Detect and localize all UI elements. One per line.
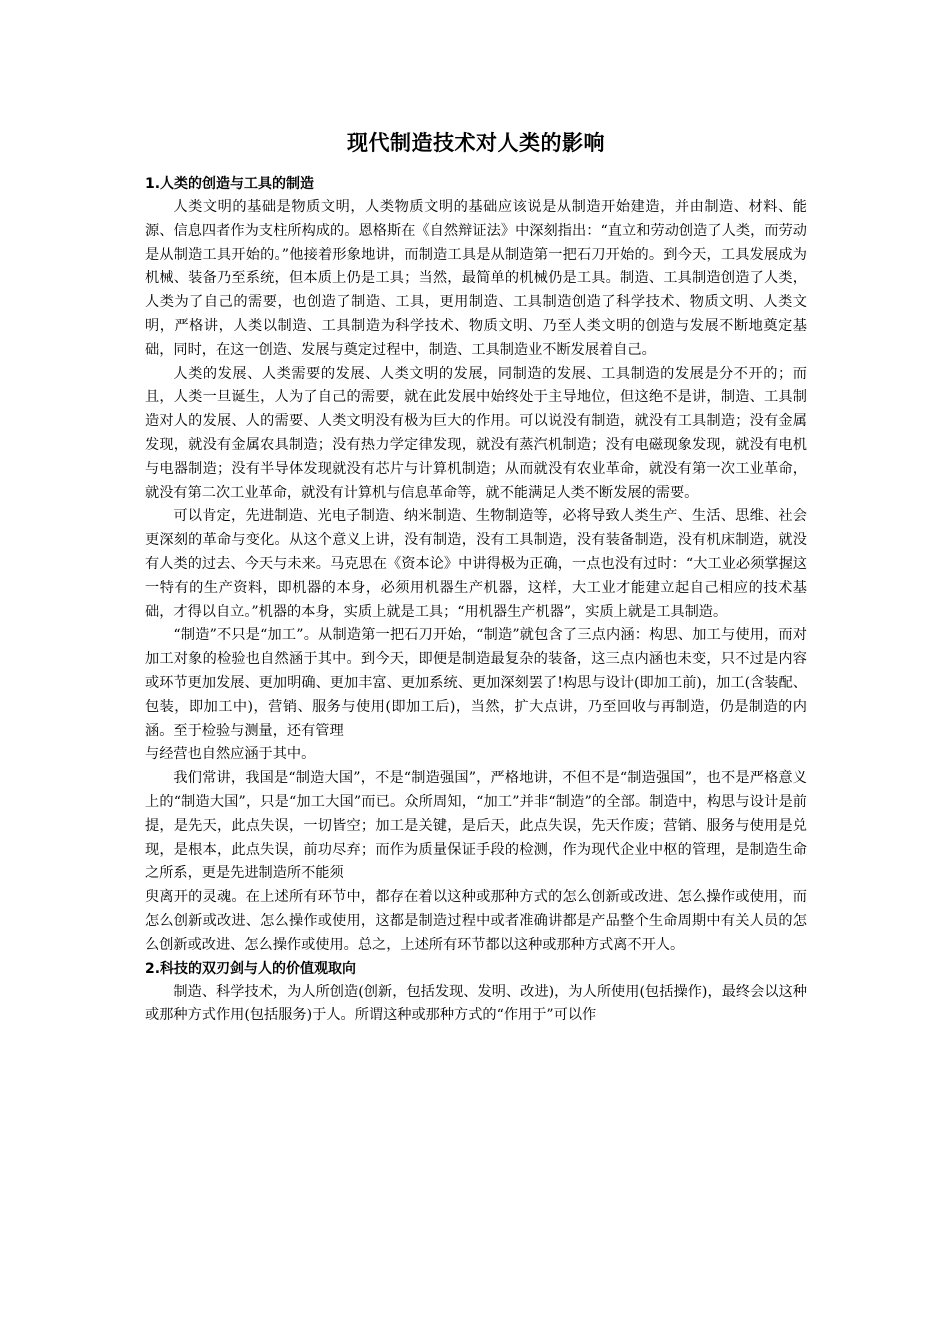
section-1 — [145, 173, 807, 958]
document-title: 现代制造技术对人类的影响 — [347, 131, 605, 155]
paragraph-continuation: 臾离开的灵魂。在上述所有环节中，都存在着以这种或那种方式的怎么创新或改进、怎么操作或使用，而怎么创新或改进、怎么操作或使用，这都是制造过程中或者准确讲都是产品整个生命周期中有关人员的怎么创新或改进、怎么操作或使用。总之，上述所有环节都以这种或那种方式离不开人。 — [145, 889, 807, 953]
document-page — [145, 128, 807, 1028]
section-2 — [145, 958, 807, 1029]
paragraph: 人类文明的基础是物质文明，人类物质文明的基础应该说是从制造开始建造，并由制造、材料、能源、信息四者作为支柱所构成的。恩格斯在《自然辩证法》中深刻指出：“直立和劳动创造了人类，而劳动是从制造工具开始的。”他接着形象地讲，而制造工具是从制造第一把石刀开始的。到今天，工具发展成为机械、装备乃至系统，但本质上仍是工具；当然，最简单的机械仍是工具。制造、工具制造创造了人类，人类为了自己的需要，也创造了制造、工具，更用制造、工具制造创造了科学技术、物质文明、人类文明，严格讲，人类以制造、工具制造为科学技术、物质文明、乃至人类文明的创造与发展不断地奠定基础，同时，在这一创造、发展与奠定过程中，制造、工具制造业不断发展着自己。 — [145, 199, 807, 358]
paragraph: “制造”不只是“加工”。从制造第一把石刀开始，“制造”就包含了三点内涵：构思、加工与使用，而对加工对象的检验也自然涵于其中。到今天，即便是制造最复杂的装备，这三点内涵也未变，只不过是内容或环节更加发展、更加明确、更加丰富、更加系统、更加深刻罢了!构思与设计(即加工前)，加工(含装配、包装，即加工中)，营销、服务与使用(即加工后)，当然，扩大点讲，乃至回收与再制造，仍是制造的内涵。至于检验与测量，还有管理 — [145, 627, 807, 739]
paragraph-continuation: 与经营也自然应涵于其中。 — [145, 746, 316, 763]
paragraph: 我们常讲，我国是“制造大国”，不是“制造强国”，严格地讲，不但不是“制造强国”，也不是严格意义上的“制造大国”，只是“加工大国”而已。众所周知，“加工”并非“制造”的全部。制造中，构思与设计是前提，是先天，此点失误，一切皆空；加工是关键，是后天，此点失误，先天作废；营销、服务与使用是兑现，是根本，此点失误，前功尽弃；而作为质量保证手段的检测，作为现代企业中枢的管理，是制造生命之所系，更是先进制造所不能须 — [145, 770, 807, 882]
paragraph: 制造、科学技术，为人所创造(创新，包括发现、发明、改进)，为人所使用(包括操作)，最终会以这种或那种方式作用(包括服务)于人。所谓这种或那种方式的“作用于”可以作 — [145, 983, 807, 1024]
paragraph: 人类的发展、人类需要的发展、人类文明的发展，同制造的发展、工具制造的发展是分不开的；而且，人类一旦诞生，人为了自己的需要，就在此发展中始终处于主导地位，但这绝不是讲，制造、工具制造对人的发展、人的需要、人类文明没有极为巨大的作用。可以说没有制造，就没有工具制造；没有金属发现，就没有金属农具制造；没有热力学定律发现，就没有蒸汽机制造；没有电磁现象发现，就没有电机与电器制造；没有半导体发现就没有芯片与计算机制造；从而就没有农业革命，就没有第一次工业革命，就没有第二次工业革命，就没有计算机与信息革命等，就不能满足人类不断发展的需要。 — [145, 365, 807, 501]
section-heading: 1.人类的创造与工具的制造 — [145, 176, 315, 192]
section-heading: 2.科技的双刃剑与人的价值观取向 — [145, 960, 357, 977]
paragraph: 可以肯定，先进制造、光电子制造、纳米制造、生物制造等，必将导致人类生产、生活、思维、社会更深刻的革命与变化。从这个意义上讲，没有制造，没有工具制造，没有装备制造，没有机床制造，就没有人类的过去、今天与未来。马克思在《资本论》中讲得极为正确，一点也没有过时：“大工业必须掌握这一特有的生产资料，即机器的本身，必须用机器生产机器，这样，大工业才能建立起自己相应的技术基础，才得以自立。”机器的本身，实质上就是工具；“用机器生产机器”，实质上就是工具制造。 — [145, 508, 807, 620]
